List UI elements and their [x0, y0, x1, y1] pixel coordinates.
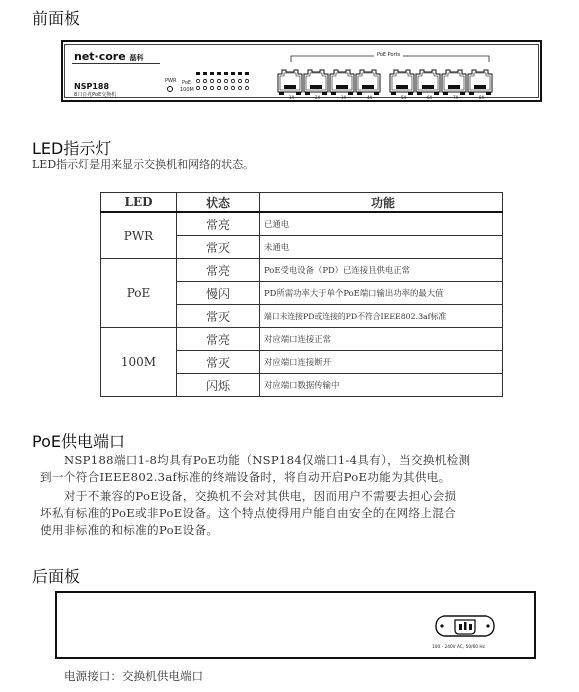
led-section-title: LED指示灯	[32, 139, 112, 158]
state-cell: 闪烁	[177, 374, 260, 397]
state-cell: 常亮	[177, 328, 260, 351]
led-section-description: LED指示灯是用来显示交换机和网络的状态。	[32, 158, 255, 171]
led-name-100m: 100M	[101, 328, 177, 397]
header-led: LED	[101, 193, 177, 213]
brand-name: net·core	[74, 50, 126, 63]
table-header-row	[101, 193, 503, 213]
pwr-led-indicator	[167, 86, 173, 92]
function-cell: PD所需功率大于单个PoE端口输出功率的最大值	[260, 282, 503, 305]
header-state: 状态	[177, 193, 260, 213]
state-cell: 常亮	[177, 212, 260, 236]
port-number-8: 8X	[479, 95, 485, 100]
poe-paragraph-2-line-1: 对于不兼容的PoE设备，交换机不会对其供电，因而用户不需要去担心会损	[64, 489, 457, 503]
brand-logo	[74, 50, 144, 63]
function-cell: 对应端口数据传输中	[260, 374, 503, 397]
port-number-7: 7X	[453, 95, 459, 100]
led-status-table	[100, 192, 503, 397]
back-panel-title: 后面板	[32, 567, 81, 586]
table-row	[101, 328, 503, 351]
function-cell: PoE受电设备（PD）已连接且供电正常	[260, 259, 503, 282]
rj45-port-row	[276, 68, 496, 102]
port-number-2: 2X	[315, 95, 321, 100]
port-number-3: 3X	[341, 95, 347, 100]
function-cell: 对应端口连接断开	[260, 351, 503, 374]
port-number-4: 4X	[367, 95, 373, 100]
function-cell: 已通电	[260, 212, 503, 236]
state-cell: 常灭	[177, 236, 260, 259]
poe-ports-label: PoE Ports	[374, 52, 403, 58]
power-spec-label: 100 - 240V AC, 50/60 Hz	[432, 645, 485, 650]
port-led-grid	[192, 72, 254, 94]
led-label-pwr: PWR	[165, 78, 177, 84]
model-description: 8口百兆PoE交换机	[74, 92, 117, 98]
brand-divider	[72, 63, 160, 64]
state-cell: 常灭	[177, 305, 260, 328]
table-row	[101, 212, 503, 236]
front-panel-title: 前面板	[32, 9, 81, 28]
function-cell: 对应端口连接正常	[260, 328, 503, 351]
port-number-1: 1X	[289, 95, 295, 100]
state-cell: 慢闪	[177, 282, 260, 305]
led-label-poe: PoE	[182, 80, 192, 86]
state-cell: 常灭	[177, 351, 260, 374]
function-cell: 未通电	[260, 236, 503, 259]
poe-paragraph-2-line-2: 坏私有标准的PoE或非PoE设备。这个特点使得用户能自由安全的在网络上混合	[40, 506, 457, 520]
function-cell: 端口未连接PD或连接的PD不符合IEEE802.3af标准	[260, 305, 503, 328]
poe-paragraph-1-line-2: 到一个符合IEEE802.3af标准的终端设备时，将自动开启PoE功能为其供电。	[40, 470, 451, 484]
led-label-100m: 100M	[180, 87, 194, 93]
led-name-poe: PoE	[101, 259, 177, 328]
port-number-5: 5X	[401, 95, 407, 100]
poe-paragraph-1-line-1: NSP188端口1-8均具有PoE功能（NSP184仅端口1-4具有），当交换机检测	[64, 453, 471, 467]
led-name-pwr: PWR	[101, 212, 177, 259]
model-name: NSP188	[74, 82, 110, 91]
table-row	[101, 259, 503, 282]
port-number-6: 6X	[427, 95, 433, 100]
state-cell: 常亮	[177, 259, 260, 282]
power-socket-icon	[430, 610, 500, 644]
header-function: 功能	[260, 193, 503, 213]
brand-name-cn: 磊科	[129, 54, 144, 62]
power-port-caption: 电源接口：交换机供电端口	[64, 669, 204, 683]
poe-section-title: PoE供电端口	[32, 432, 125, 451]
poe-paragraph-2-line-3: 使用非标准的和标准的PoE设备。	[40, 523, 219, 537]
